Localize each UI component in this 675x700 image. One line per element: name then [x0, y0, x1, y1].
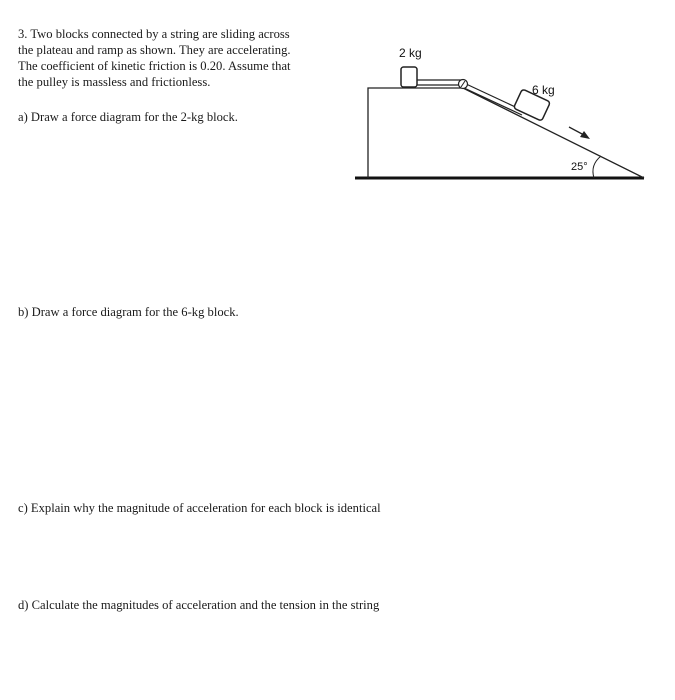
angle-label: 25° [571, 161, 588, 173]
angle-arc [593, 156, 601, 178]
problem-line: the plateau and ramp as shown. They are accelerating. [18, 43, 291, 57]
label-2kg: 2 kg [399, 46, 422, 60]
question-b: b) Draw a force diagram for the 6-kg block. [18, 305, 239, 319]
incline-diagram [350, 35, 650, 185]
question-c: c) Explain why the magnitude of acceleration for each block is identical [18, 501, 381, 515]
question-a: a) Draw a force diagram for the 2-kg block. [18, 110, 238, 124]
motion-arrowhead [580, 131, 590, 139]
problem-line: the pulley is massless and frictionless. [18, 75, 211, 89]
block-2kg [401, 67, 417, 87]
problem-line: 3. Two blocks connected by a string are sliding across [18, 27, 290, 41]
plateau-outline [368, 88, 644, 178]
string-ramp [462, 87, 522, 115]
label-6kg: 6 kg [532, 83, 555, 97]
problem-statement [18, 26, 348, 90]
problem-line: The coefficient of kinetic friction is 0.20. Assume that [18, 59, 291, 73]
motion-arrow [569, 127, 584, 135]
question-d: d) Calculate the magnitudes of acceleration and the tension in the string [18, 598, 380, 612]
